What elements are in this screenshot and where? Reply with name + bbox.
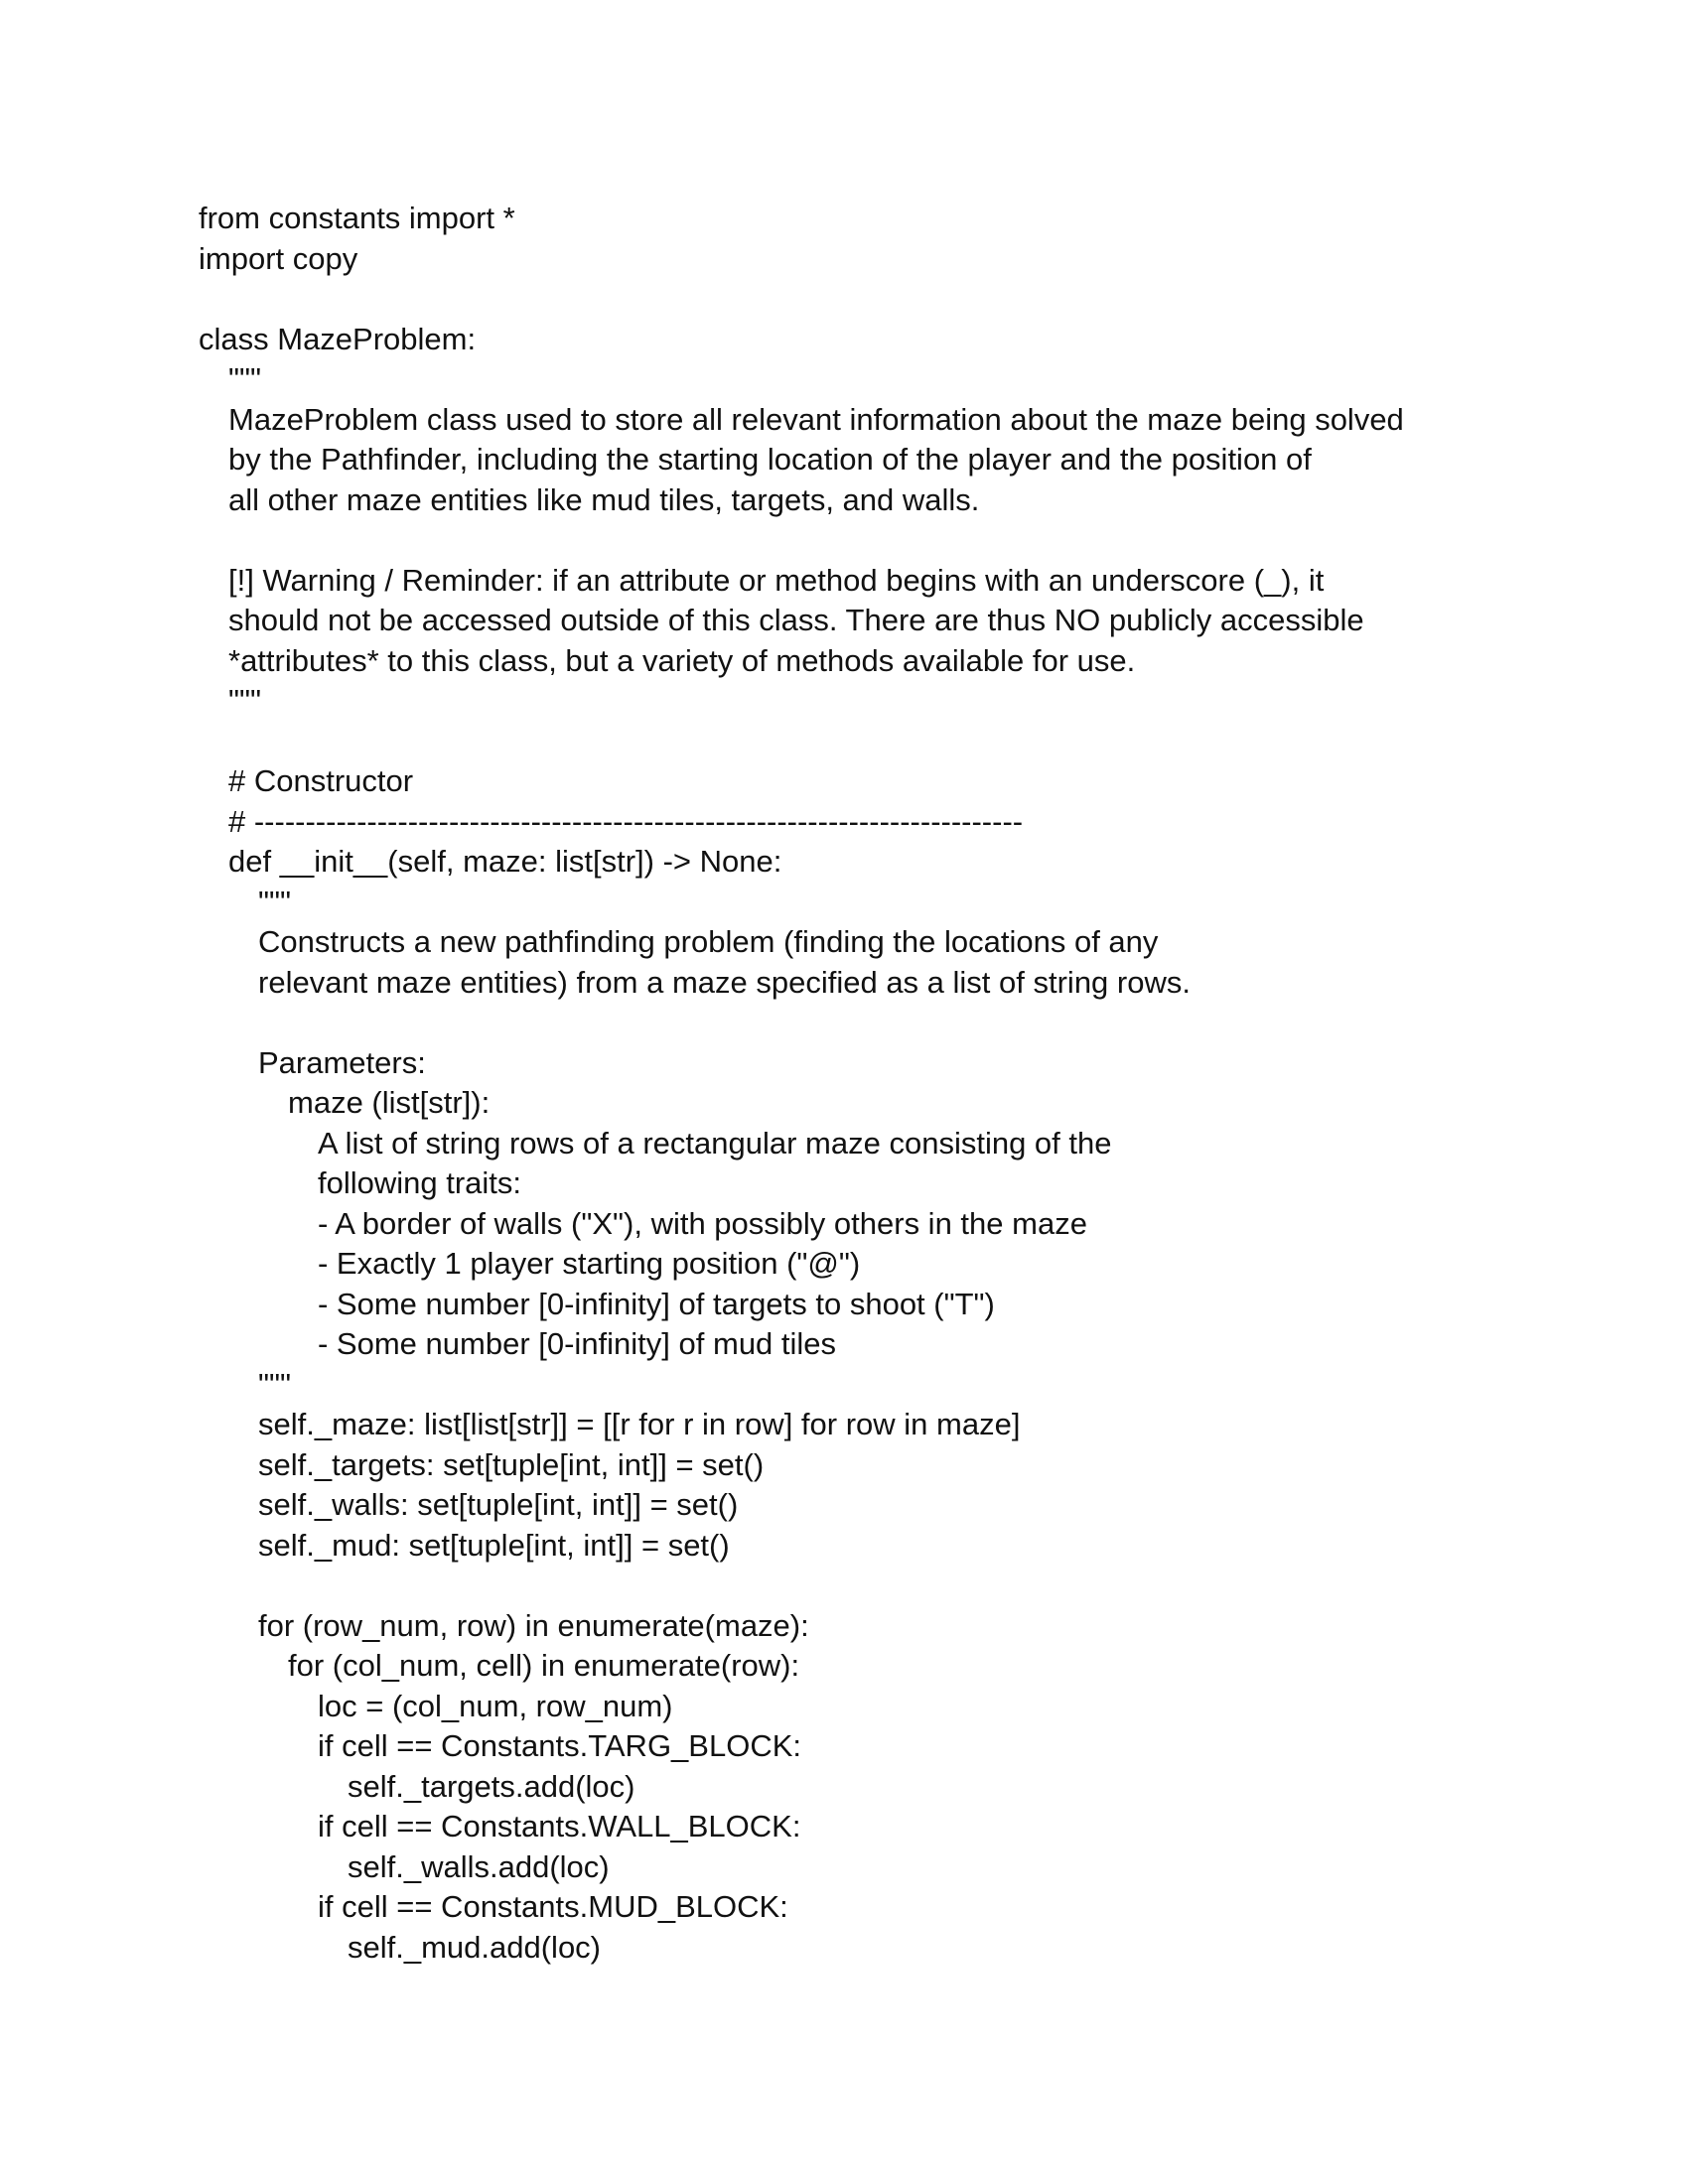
- code-line-init-declaration: def __init__(self, maze: list[str]) -> None:: [228, 844, 782, 879]
- code-line-add-mud: self._mud.add(loc): [348, 1929, 602, 1965]
- code-line-outer-loop: for (row_num, row) in enumerate(maze):: [258, 1607, 809, 1643]
- class-docstring-close: """: [228, 683, 262, 718]
- init-docstring-trait: - Some number [0-infinity] of mud tiles: [318, 1326, 837, 1361]
- class-docstring-line: MazeProblem class used to store all relevant information about the maze being solved: [228, 401, 1404, 437]
- init-docstring-open: """: [258, 884, 292, 919]
- init-docstring-param-name: maze (list[str]):: [288, 1085, 491, 1120]
- code-line-add-target: self._targets.add(loc): [348, 1768, 635, 1804]
- code-line-class-declaration: class MazeProblem:: [199, 321, 477, 356]
- init-docstring-line: Constructs a new pathfinding problem (finding the locations of any: [258, 924, 1159, 959]
- init-docstring-close: """: [258, 1366, 292, 1402]
- blank-line: [199, 722, 1529, 762]
- blank-line: [199, 1003, 1529, 1043]
- code-line-loc: loc = (col_num, row_num): [318, 1688, 673, 1723]
- code-line-walls-attr: self._walls: set[tuple[int, int]] = set(): [258, 1487, 739, 1522]
- init-docstring-line: relevant maze entities) from a maze specified as a list of string rows.: [258, 964, 1191, 1000]
- code-line-add-wall: self._walls.add(loc): [348, 1848, 610, 1884]
- class-docstring-warning-line: should not be accessed outside of this class. There are thus NO publicly accessible: [228, 603, 1364, 637]
- blank-line: [199, 279, 1529, 320]
- code-line-mud-attr: self._mud: set[tuple[int, int]] = set(): [258, 1527, 730, 1563]
- code-line-if-wall: if cell == Constants.WALL_BLOCK:: [318, 1809, 801, 1843]
- class-docstring-line: all other maze entities like mud tiles, targets, and walls.: [228, 481, 980, 517]
- init-docstring-param-desc: following traits:: [318, 1165, 522, 1200]
- code-listing: [199, 199, 1529, 1968]
- code-line-if-target: if cell == Constants.TARG_BLOCK:: [318, 1728, 802, 1763]
- code-line-maze-attr: self._maze: list[list[str]] = [[r for r in row] for row in maze]: [258, 1407, 1021, 1441]
- init-docstring-trait: - A border of walls ("X"), with possibly others in the maze: [318, 1205, 1087, 1241]
- constructor-comment: # Constructor: [228, 763, 414, 798]
- code-line-import-constants: from constants import *: [199, 201, 515, 235]
- code-line-targets-attr: self._targets: set[tuple[int, int]] = set(): [258, 1446, 765, 1482]
- class-docstring-open: """: [228, 361, 262, 396]
- init-docstring-trait: - Some number [0-infinity] of targets to shoot ("T"): [318, 1286, 995, 1321]
- blank-line: [199, 520, 1529, 561]
- code-line-inner-loop: for (col_num, cell) in enumerate(row):: [288, 1648, 800, 1683]
- class-docstring-warning-line: *attributes* to this class, but a variety of methods available for use.: [228, 642, 1136, 678]
- init-docstring-trait: - Exactly 1 player starting position ("@"): [318, 1246, 861, 1281]
- code-line-import-copy: import copy: [199, 240, 358, 276]
- code-line-if-mud: if cell == Constants.MUD_BLOCK:: [318, 1889, 788, 1924]
- class-docstring-line: by the Pathfinder, including the starting location of the player and the position of: [228, 442, 1312, 477]
- init-docstring-params-header: Parameters:: [258, 1044, 426, 1080]
- divider-comment: # ---------------------------------------------------------------------------: [228, 803, 1024, 839]
- class-docstring-warning-line: [!] Warning / Reminder: if an attribute or method begins with an underscore (_), it: [228, 562, 1325, 598]
- init-docstring-param-desc: A list of string rows of a rectangular maze consisting of the: [318, 1125, 1112, 1160]
- blank-line: [199, 1566, 1529, 1606]
